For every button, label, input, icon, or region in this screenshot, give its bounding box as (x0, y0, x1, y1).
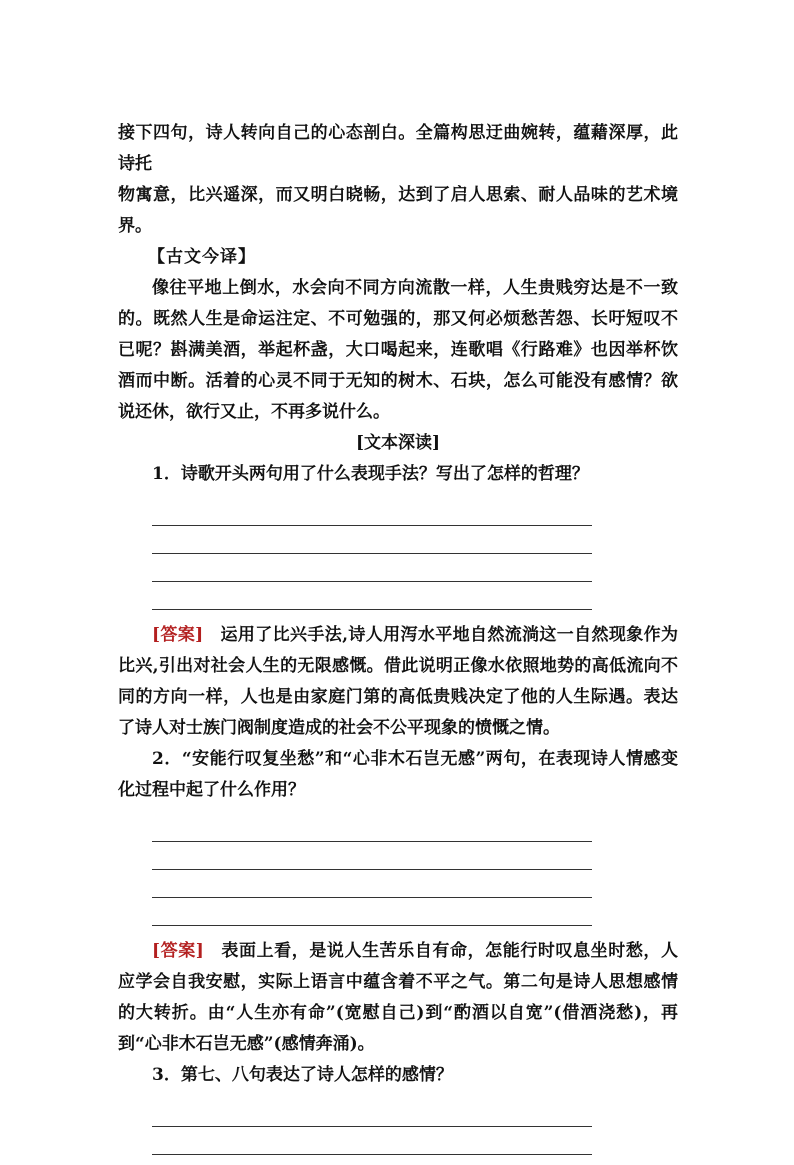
answer-tag: [答案] (152, 625, 204, 645)
answer-1-text: 运用了比兴手法,诗人用泻水平地自然流淌这一自然现象作为比兴,引出对社会人生的无限感慨。借此说明正像水依照地势的高低流向不同的方向一样，人也是由家庭门第的高低贵贱决定了他的人生际遇。表达了诗人对士族门阀制度造成的社会不公平现象的愤慨之情。 (118, 625, 678, 738)
section-title: [文本深读] (355, 433, 441, 453)
answer-line[interactable] (152, 498, 592, 526)
question-2-text: 2．“安能行叹复坐愁”和“心非木石岂无感”两句，在表现诗人情感变化过程中起了什么作用？ (118, 749, 678, 800)
answer-2 (118, 936, 678, 1060)
answer-lines-1 (152, 490, 592, 620)
answer-line[interactable] (152, 870, 592, 898)
question-block-3 (118, 1060, 678, 1165)
question-1-text: 1．诗歌开头两句用了什么表现手法？写出了怎样的哲理？ (152, 464, 589, 484)
answer-line[interactable] (152, 526, 592, 554)
answer-line[interactable] (152, 554, 592, 582)
question-block-1 (118, 459, 678, 744)
intro-line-2: 物寓意，比兴遥深，而又明白晓畅，达到了启人思索、耐人品味的艺术境界。 (118, 185, 678, 236)
translation-text: 像往平地上倒水，水会向不同方向流散一样，人生贵贱穷达是不一致的。既然人生是命运注定、不可勉强的，那又何必烦愁苦怨、长吁短叹不已呢？斟满美酒，举起杯盏，大口喝起来，连歌唱《行路难》也因举杯饮酒而中断。活着的心灵不同于无知的树木、石块，怎么可能没有感情？欲说还休，欲行又止，不再多说什么。 (118, 278, 678, 422)
answer-line[interactable] (152, 814, 592, 842)
answer-line[interactable] (152, 842, 592, 870)
answer-line[interactable] (152, 1127, 592, 1155)
answer-lines-3 (152, 1091, 592, 1165)
question-3-text: 3．第七、八句表达了诗人怎样的感情？ (152, 1065, 453, 1085)
answer-line[interactable] (152, 582, 592, 610)
answer-lines-2 (152, 806, 592, 936)
question-block-2 (118, 744, 678, 1060)
translation-label: 【古文今译】 (148, 247, 256, 267)
answer-tag: [答案] (152, 941, 204, 961)
answer-2-text: 表面上看，是说人生苦乐自有命，怎能行时叹息坐时愁，人应学会自我安慰，实际上语言中蕴含着不平之气。第二句是诗人思想感情的大转折。由“人生亦有命”(宽慰自己)到“酌酒以自宽”(借酒浇愁)，再到“心非木石岂无感”(感情奔涌)。 (118, 941, 678, 1054)
document-page (118, 118, 678, 1165)
answer-line[interactable] (152, 898, 592, 926)
intro-line-1: 接下四句，诗人转向自己的心态剖白。全篇构思迂曲婉转，蕴藉深厚，此诗托 (118, 123, 678, 174)
answer-1 (118, 620, 678, 744)
